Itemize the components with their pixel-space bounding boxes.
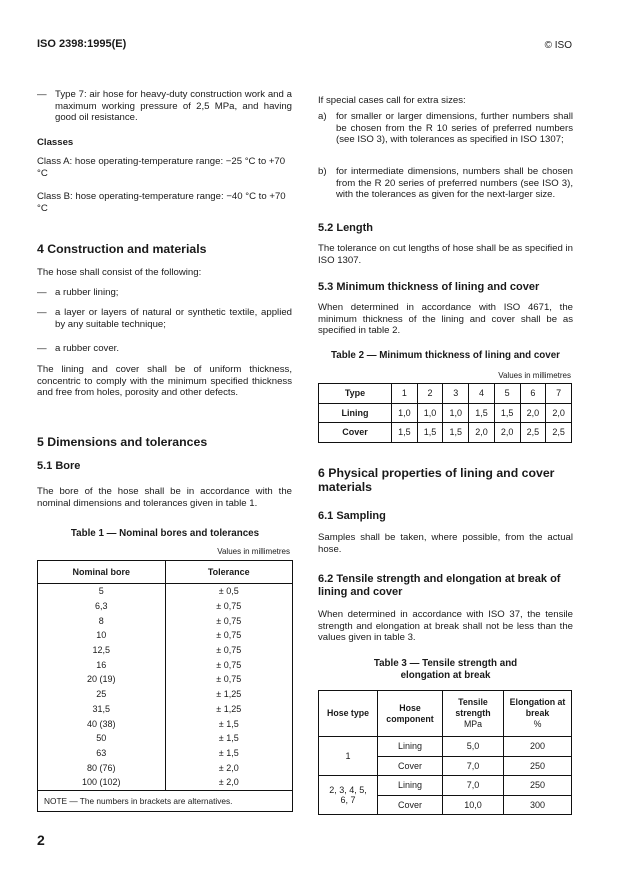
tolerance-cell: ± 1,5 bbox=[218, 747, 239, 758]
list-item-a bbox=[318, 111, 573, 146]
nominal-bore-cell: 31,5 bbox=[38, 702, 166, 717]
tolerance-cell: ± 0,75 bbox=[216, 630, 242, 641]
column-header: Hose type bbox=[319, 691, 378, 737]
table-cell: 10,0 bbox=[443, 795, 504, 815]
section-6-1-heading: 6.1 Sampling bbox=[318, 510, 386, 522]
list-item-text: for intermediate dimensions, numbers shall be chosen from the R 20 series of preferred numbers (see ISO 3), with the tolerances as given for the next-larger size. bbox=[336, 166, 573, 201]
table-row bbox=[38, 613, 293, 628]
table-cell: 200 bbox=[504, 737, 572, 757]
section-4-paragraph: The lining and cover shall be of uniform thickness, concentric to comply with the minimum specified thickness and free from holes, porosity and other defects. bbox=[37, 364, 292, 399]
list-item-text: a rubber cover. bbox=[55, 343, 119, 354]
table-row bbox=[38, 628, 293, 643]
tolerance-cell: ± 0,75 bbox=[216, 674, 242, 685]
table-1-title: Table 1 — Nominal bores and tolerances bbox=[70, 528, 260, 539]
column-header: Tolerance bbox=[165, 561, 293, 584]
hose-type-cell: 1 bbox=[319, 737, 378, 776]
tolerance-cell: ± 0,75 bbox=[216, 645, 242, 656]
section-6-1-paragraph: Samples shall be taken, where possible, from the actual hose. bbox=[318, 532, 573, 555]
table-2-title: Table 2 — Minimum thickness of lining and cover bbox=[331, 350, 560, 361]
list-dash: — bbox=[37, 343, 47, 354]
tolerance-cell: ± 1,5 bbox=[218, 718, 239, 729]
table-1-note: NOTE — The numbers in brackets are alternatives. bbox=[38, 790, 293, 811]
table-row bbox=[38, 599, 293, 614]
class-b: Class B: hose operating-temperature range: −40 °C to +70 °C bbox=[37, 191, 286, 214]
table-row bbox=[38, 643, 293, 658]
copyright: © ISO bbox=[544, 40, 572, 51]
list-marker: a) bbox=[318, 111, 327, 122]
table-cell: 2,0 bbox=[469, 423, 495, 443]
page-number: 2 bbox=[37, 832, 45, 848]
header-label: Elongation at break bbox=[509, 697, 566, 718]
nominal-bore-cell: 6,3 bbox=[38, 599, 166, 614]
table-cell: 3 bbox=[443, 384, 469, 404]
section-5-3-paragraph: When determined in accordance with ISO 4671, the minimum thickness of the lining and cover shall be as specified in table 2. bbox=[318, 302, 573, 337]
tolerance-cell: ± 1,5 bbox=[218, 733, 239, 744]
table-cell: 2,0 bbox=[520, 403, 546, 423]
nominal-bore-cell: 50 bbox=[38, 731, 166, 746]
list-item-text: for smaller or larger dimensions, further numbers shall be chosen from the R 10 series of preferred numbers (see ISO 3), with tolerances as specified in ISO 1307; bbox=[336, 111, 573, 146]
table-cell: 1,5 bbox=[392, 423, 418, 443]
document-id: ISO 2398:1995(E) bbox=[37, 38, 127, 50]
table-row bbox=[38, 687, 293, 702]
table-cell: 300 bbox=[504, 795, 572, 815]
list-dash: — bbox=[37, 287, 47, 298]
table-cell: 2,5 bbox=[520, 423, 546, 443]
classes-heading: Classes bbox=[37, 137, 74, 148]
section-5-1-paragraph: The bore of the hose shall be in accordance with the nominal dimensions and tolerances given in table 1. bbox=[37, 486, 292, 509]
nominal-bore-cell: 8 bbox=[38, 613, 166, 628]
table-1 bbox=[37, 560, 293, 812]
table-cell: Cover bbox=[378, 795, 443, 815]
header-unit: MPa bbox=[463, 719, 483, 729]
header-label: Tensile strength bbox=[455, 697, 491, 718]
nominal-bore-cell: 80 (76) bbox=[38, 760, 166, 775]
table-cell: 250 bbox=[504, 756, 572, 776]
table-cell: 1,5 bbox=[469, 403, 495, 423]
table-row bbox=[319, 423, 572, 443]
table-cell: 2,5 bbox=[546, 423, 572, 443]
class-a: Class A: hose operating-temperature range: −25 °C to +70 °C bbox=[37, 156, 286, 179]
list-dash: — bbox=[37, 89, 47, 100]
table-cell: Lining bbox=[319, 403, 392, 423]
list-item bbox=[37, 343, 292, 355]
table-cell: 1,0 bbox=[392, 403, 418, 423]
column-header bbox=[443, 691, 504, 737]
list-marker: b) bbox=[318, 166, 327, 177]
table-cell: 1 bbox=[392, 384, 418, 404]
table-row bbox=[319, 384, 572, 404]
type7-text: Type 7: air hose for heavy-duty construction work and a maximum working pressure of 2,5 MPa, and having good oil resistance. bbox=[55, 89, 292, 124]
table-cell: 7 bbox=[546, 384, 572, 404]
table-cell: 2,0 bbox=[494, 423, 520, 443]
table-row bbox=[38, 775, 293, 790]
table-cell: 250 bbox=[504, 776, 572, 796]
table-cell: 1,5 bbox=[494, 403, 520, 423]
table-3-title: Table 3 — Tensile strength and elongation at break bbox=[373, 658, 518, 681]
table-3 bbox=[318, 690, 572, 815]
table-cell: 7,0 bbox=[443, 776, 504, 796]
table-row bbox=[319, 776, 572, 796]
list-item-text: a rubber lining; bbox=[55, 287, 119, 298]
table-cell: 2 bbox=[417, 384, 443, 404]
table-row bbox=[38, 731, 293, 746]
table-2-units: Values in millimetres bbox=[498, 371, 571, 380]
table-row bbox=[38, 760, 293, 775]
nominal-bore-cell: 25 bbox=[38, 687, 166, 702]
tolerance-cell: ± 0,75 bbox=[216, 615, 242, 626]
type7-item bbox=[37, 89, 292, 124]
nominal-bore-cell: 5 bbox=[38, 584, 166, 599]
tolerance-cell: ± 1,25 bbox=[216, 689, 242, 700]
table-cell: 5,0 bbox=[443, 737, 504, 757]
table-cell: 7,0 bbox=[443, 756, 504, 776]
table-cell: 2,0 bbox=[546, 403, 572, 423]
section-5-heading: 5 Dimensions and tolerances bbox=[37, 435, 208, 449]
section-4-intro: The hose shall consist of the following: bbox=[37, 267, 202, 278]
table-cell: 1,5 bbox=[417, 423, 443, 443]
table-cell: 6 bbox=[520, 384, 546, 404]
section-5-3-heading: 5.3 Minimum thickness of lining and cover bbox=[318, 281, 540, 293]
list-item bbox=[37, 287, 292, 299]
table-row bbox=[319, 403, 572, 423]
header-unit: % bbox=[533, 719, 542, 729]
nominal-bore-cell: 10 bbox=[38, 628, 166, 643]
section-5-2-heading: 5.2 Length bbox=[318, 222, 374, 234]
table-cell: 4 bbox=[469, 384, 495, 404]
section-6-2-heading: 6.2 Tensile strength and elongation at break of lining and cover bbox=[318, 573, 561, 598]
table-cell: Cover bbox=[378, 756, 443, 776]
tolerance-cell: ± 0,5 bbox=[218, 586, 239, 597]
section-4-heading: 4 Construction and materials bbox=[37, 242, 207, 256]
table-cell: 1,0 bbox=[417, 403, 443, 423]
nominal-bore-cell: 12,5 bbox=[38, 643, 166, 658]
list-item-b bbox=[318, 166, 573, 201]
table-cell: 1,5 bbox=[443, 423, 469, 443]
section-5-2-paragraph: The tolerance on cut lengths of hose shall be as specified in ISO 1307. bbox=[318, 243, 573, 266]
table-row bbox=[38, 672, 293, 687]
list-item bbox=[37, 307, 292, 330]
table-row bbox=[319, 737, 572, 757]
nominal-bore-cell: 16 bbox=[38, 657, 166, 672]
tolerance-cell: ± 1,25 bbox=[216, 703, 242, 714]
special-cases-intro: If special cases call for extra sizes: bbox=[318, 95, 466, 106]
section-6-2-paragraph: When determined in accordance with ISO 37, the tensile strength and elongation at break shall not be less than the values given in table 3. bbox=[318, 609, 573, 644]
table-cell: Cover bbox=[319, 423, 392, 443]
table-cell: Lining bbox=[378, 776, 443, 796]
table-row bbox=[38, 716, 293, 731]
table-row bbox=[38, 584, 293, 599]
nominal-bore-cell: 100 (102) bbox=[38, 775, 166, 790]
table-1-units: Values in millimetres bbox=[217, 547, 290, 556]
table-cell: 1,0 bbox=[443, 403, 469, 423]
section-6-heading: 6 Physical properties of lining and cover materials bbox=[318, 466, 555, 494]
tolerance-cell: ± 2,0 bbox=[218, 777, 239, 788]
tolerance-cell: ± 0,75 bbox=[216, 659, 242, 670]
table-row bbox=[38, 702, 293, 717]
hose-type-cell: 2, 3, 4, 5, 6, 7 bbox=[319, 776, 378, 815]
column-header: Hose component bbox=[378, 691, 443, 737]
nominal-bore-cell: 40 (38) bbox=[38, 716, 166, 731]
nominal-bore-cell: 63 bbox=[38, 746, 166, 761]
list-dash: — bbox=[37, 307, 47, 318]
table-row bbox=[38, 746, 293, 761]
nominal-bore-cell: 20 (19) bbox=[38, 672, 166, 687]
table-2 bbox=[318, 383, 572, 443]
table-cell: 5 bbox=[494, 384, 520, 404]
table-row bbox=[38, 657, 293, 672]
table-cell: Type bbox=[319, 384, 392, 404]
tolerance-cell: ± 2,0 bbox=[218, 762, 239, 773]
list-item-text: a layer or layers of natural or synthetic textile, applied by any suitable technique; bbox=[55, 307, 292, 330]
tolerance-cell: ± 0,75 bbox=[216, 601, 242, 612]
column-header bbox=[504, 691, 572, 737]
column-header: Nominal bore bbox=[38, 561, 166, 584]
table-cell: Lining bbox=[378, 737, 443, 757]
section-5-1-heading: 5.1 Bore bbox=[37, 460, 81, 472]
